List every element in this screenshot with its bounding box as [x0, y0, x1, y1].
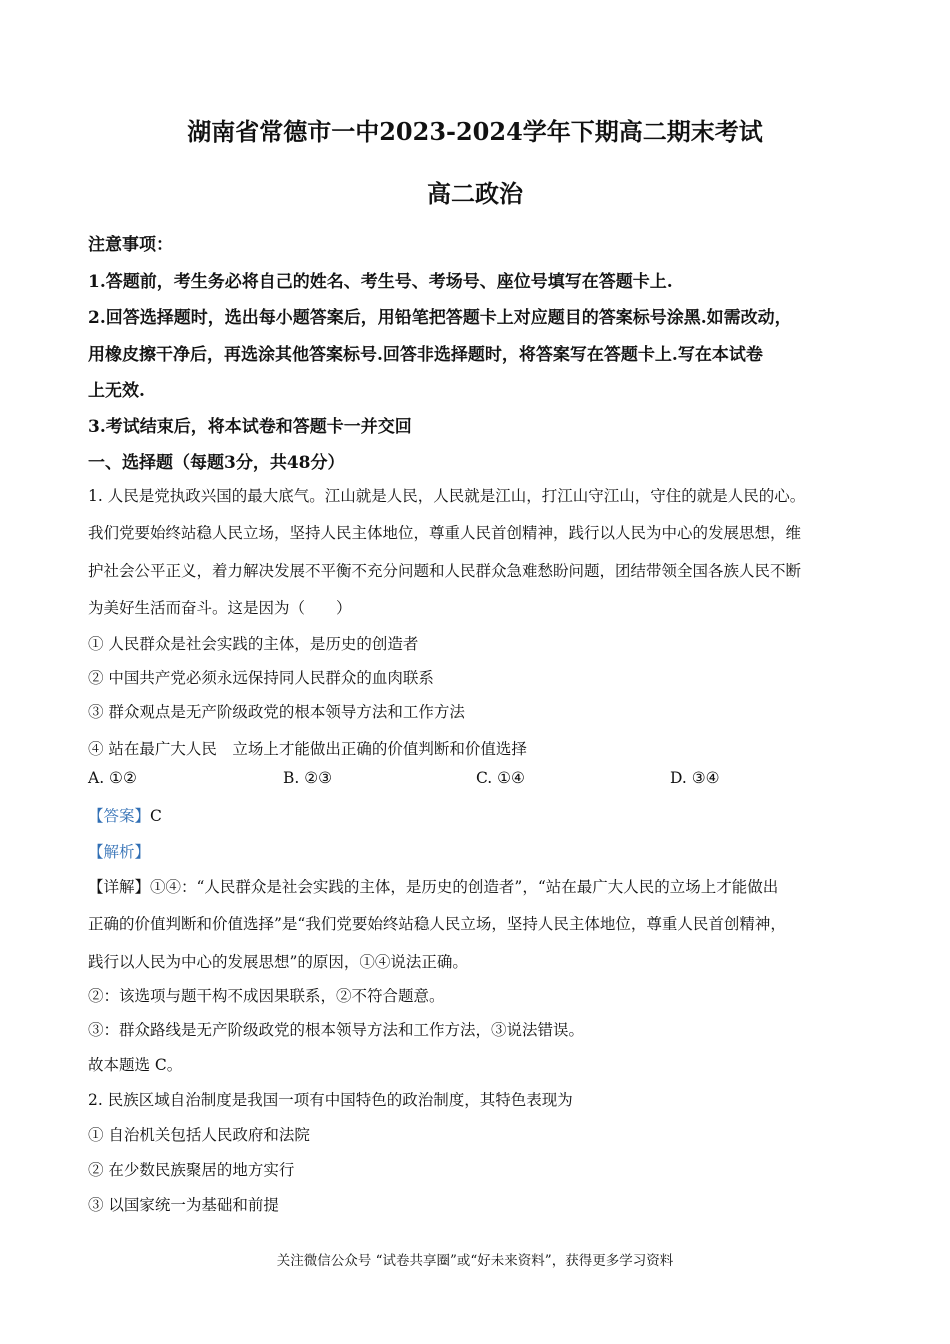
notes-line: 上无效.: [88, 381, 145, 401]
analysis-label: 【解析】: [88, 843, 151, 861]
question-stem-line: 1. 人民是党执政兴国的最大底气。江山就是人民，人民就是江山，打江山守江山，守住的就是人民的心。: [88, 487, 806, 505]
statement-2: ② 在少数民族聚居的地方实行: [88, 1161, 295, 1179]
answer-value: C: [150, 807, 162, 825]
explanation-line: 践行以人民为中心的发展思想”的原因，①④说法正确。: [88, 953, 468, 971]
question-stem-line: 我们党要始终站稳人民立场，坚持人民主体地位，尊重人民首创精神，践行以人民为中心的发展思想，维: [88, 524, 802, 542]
explanation-line: 故本题选 C。: [88, 1056, 183, 1074]
answer-row: [88, 804, 162, 826]
notes-heading: 注意事项：: [88, 235, 173, 255]
explanation-line: 【详解】①④：“人民群众是社会实践的主体，是历史的创造者”，“站在最广大人民的立场上才能做出: [88, 878, 779, 896]
statement-2: ② 中国共产党必须永远保持同人民群众的血肉联系: [88, 669, 434, 687]
notes-line: 1.答题前，考生务必将自己的姓名、考生号、考场号、座位号填写在答题卡上.: [88, 272, 673, 292]
question-stem-line: 为美好生活而奋斗。这是因为（ ）: [88, 599, 352, 617]
notes-line: 2.回答选择题时，选出每小题答案后，用铅笔把答题卡上对应题目的答案标号涂黑.如需改动，: [88, 308, 792, 328]
statement-1: ① 人民群众是社会实践的主体，是历史的创造者: [88, 635, 419, 653]
explanation-line: ③：群众路线是无产阶级政党的根本领导方法和工作方法，③说法错误。: [88, 1021, 585, 1039]
option-c: C. ①④: [476, 769, 525, 787]
page-footer: 关注微信公众号 “试卷共享圈”或“好未来资料”，获得更多学习资料: [276, 1253, 674, 1269]
section-heading: 一、选择题（每题3分，共48分）: [88, 453, 345, 473]
notes-line: 3.考试结束后，将本试卷和答题卡一并交回: [88, 417, 412, 437]
statement-4: ④ 站在最广大人民 立场上才能做出正确的价值判断和价值选择: [88, 740, 527, 758]
exam-title: 湖南省常德市一中2023-2024学年下期高二期末考试: [187, 117, 763, 146]
statement-1: ① 自治机关包括人民政府和法院: [88, 1126, 310, 1144]
explanation-line: ②：该选项与题干构不成因果联系，②不符合题意。: [88, 987, 445, 1005]
statement-3: ③ 群众观点是无产阶级政党的根本领导方法和工作方法: [88, 703, 465, 721]
statement-3: ③ 以国家统一为基础和前提: [88, 1196, 279, 1214]
exam-subject: 高二政治: [427, 179, 523, 208]
option-b: B. ②③: [283, 769, 333, 787]
notes-line: 用橡皮擦干净后，再选涂其他答案标号.回答非选择题时，将答案写在答题卡上.写在本试卷: [88, 345, 763, 365]
question-stem-line: 护社会公平正义，着力解决发展不平衡不充分问题和人民群众急难愁盼问题，团结带领全国各族人民不断: [88, 562, 802, 580]
option-d: D. ③④: [670, 769, 720, 787]
answer-label: 【答案】: [88, 807, 151, 825]
option-a: A. ①②: [88, 769, 137, 787]
explanation-line: 正确的价值判断和价值选择”是“我们党要始终站稳人民立场，坚持人民主体地位，尊重人民首创精神，: [88, 915, 786, 933]
question-stem-line: 2. 民族区域自治制度是我国一项有中国特色的政治制度，其特色表现为: [88, 1091, 573, 1109]
